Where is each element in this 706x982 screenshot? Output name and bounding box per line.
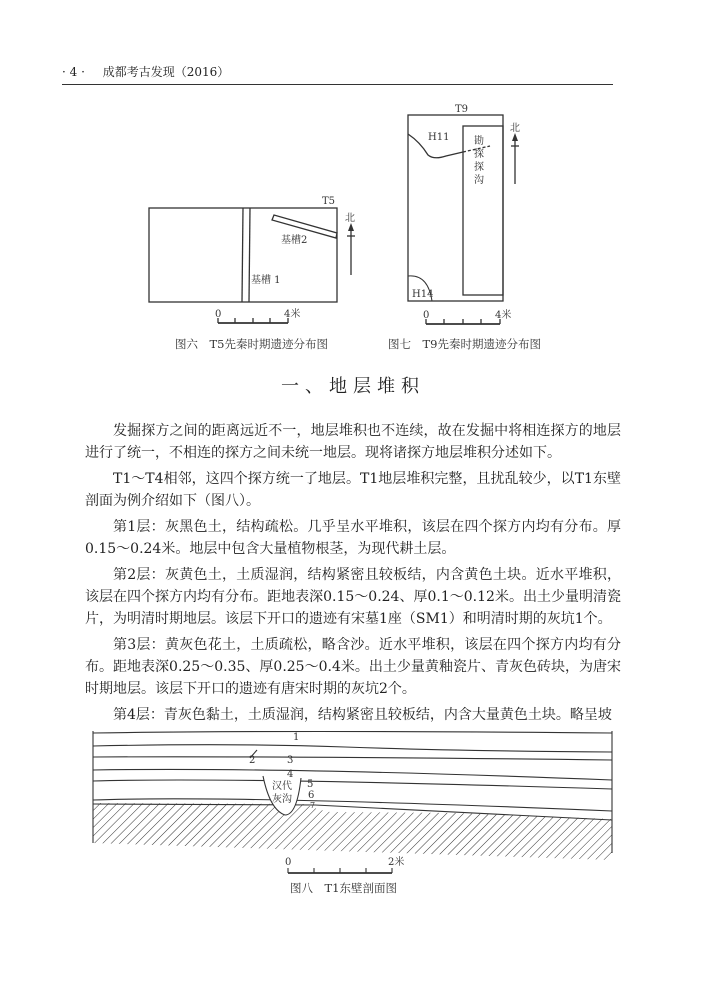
layer-boundary [93, 780, 612, 789]
layer-boundary [93, 769, 612, 780]
layer-number: 7 [310, 801, 316, 810]
feature-label: 基槽 1 [251, 275, 281, 286]
paragraph: 第4层：青灰色黏土，土质湿润，结构紧密且较板结，内含大量黄色土块。略呈坡 [113, 707, 612, 723]
foundation-trench-1-line-b [249, 208, 250, 302]
layer-number: 6 [308, 790, 315, 801]
header-rule [62, 84, 613, 85]
layer-number: 1 [293, 732, 300, 743]
figure-8-section [85, 725, 625, 875]
north-arrow-icon [348, 223, 354, 231]
feature-label: 基槽2 [281, 235, 308, 246]
figure-7-caption: 图七 T9先秦时期遗迹分布图 [388, 337, 541, 351]
running-header [62, 63, 229, 80]
figure-8-caption: 图八 T1东壁剖面图 [290, 881, 397, 895]
scale-start: 0 [285, 857, 292, 868]
trench-label-char: 探 [474, 149, 484, 160]
body-text [85, 420, 621, 730]
ditch-label: 汉代 [272, 781, 292, 792]
north-arrow-icon [512, 133, 518, 141]
trench-outline [408, 115, 503, 301]
section-heading: 一、地层堆积 [281, 376, 425, 397]
layer-number: 5 [307, 779, 314, 790]
layer-number: 3 [287, 755, 294, 766]
figure-6-plan [140, 190, 380, 335]
north-label: 北 [510, 123, 520, 134]
paragraph: 发掘探方之间的距离远近不一，地层堆积也不连续，故在发掘中将相连探方的地层进行了统一，不相连的探方之间未统一地层。现将诸探方地层堆积分述如下。 [85, 423, 621, 461]
paragraph: 第1层：灰黑色土，结构疏松。几乎呈水平堆积，该层在四个探方内均有分布。厚0.15～0.24米。地层中包含大量植物根茎，为现代耕土层。 [85, 519, 621, 557]
scale-end: 4米 [495, 310, 512, 321]
scale-end: 4米 [284, 309, 301, 320]
paragraph: 第2层：灰黄色土，土质湿润，结构紧密且较板结，内含黄色土块。近水平堆积，该层在四个探方内均有分布。距地表深0.15～0.24、厚0.1～0.12米。出土少量明清瓷片，为明清时期地层。该层下开口的遗迹有宋墓1座（SM1）和明清时期的灰坑1个。 [85, 567, 621, 627]
trench-label-char: 沟 [474, 175, 484, 186]
figure-6-caption: 图六 T5先秦时期遗迹分布图 [175, 337, 328, 351]
scale-start: 0 [215, 309, 222, 320]
trench-label: T9 [455, 104, 469, 115]
north-label: 北 [345, 213, 355, 224]
foundation-trench-1-line-a [242, 208, 243, 302]
pit-label: H11 [428, 132, 450, 143]
layer-number: 4 [287, 769, 294, 780]
paragraph: T1～T4相邻，这四个探方统一了地层。T1地层堆积完整，且扰乱较少，以T1东壁剖面为例介绍如下（图八）。 [85, 471, 621, 509]
natural-soil-hatch [93, 803, 612, 860]
pit-label: H14 [412, 289, 434, 300]
ditch-label: 灰沟 [272, 794, 292, 805]
scale-start: 0 [423, 310, 430, 321]
layer-boundary [93, 757, 612, 760]
layer-number: 2 [249, 755, 256, 766]
figure-7-plan [400, 100, 540, 335]
book-title: 成都考古发现（2016） [102, 65, 230, 79]
trench-label: T5 [322, 196, 336, 207]
page-number: · 4 · [62, 65, 85, 79]
paragraph: 第3层：黄灰色花土，土质疏松，略含沙。近水平堆积，该层在四个探方内均有分布。距地表深0.25～0.35、厚0.25～0.4米。出土少量黄釉瓷片、青灰色砖块，为唐宋时期地层。该层下开口的遗迹有唐宋时期的灰坑2个。 [85, 637, 621, 697]
trench-label-char: 探 [474, 162, 484, 173]
layer-boundary [93, 745, 612, 752]
trench-label-char: 勘 [474, 136, 484, 147]
layer-boundary [93, 732, 612, 734]
scale-end: 2米 [388, 857, 405, 868]
